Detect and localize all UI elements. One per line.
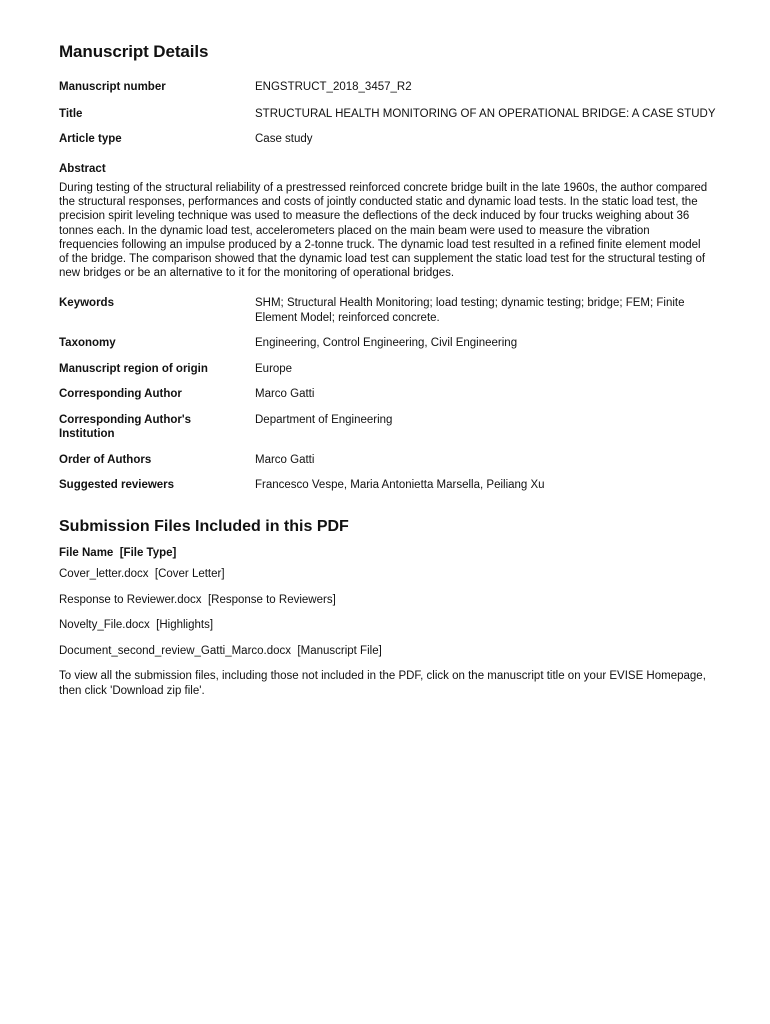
keywords-label: Keywords [59,297,114,310]
file-item: Cover_letter.docx [Cover Letter] [59,568,225,581]
file-item: Novelty_File.docx [Highlights] [59,619,214,632]
article-type-value: Case study [255,133,313,145]
document-page [59,40,719,698]
institution-label: Corresponding Author's Institution [59,413,191,441]
region-label: Manuscript region of origin [59,362,208,375]
manuscript-details-heading: Manuscript Details [59,42,209,61]
taxonomy-row [59,336,719,351]
suggested-reviewers-row [59,478,719,493]
manuscript-number-label: Manuscript number [59,81,166,93]
file-item: Response to Reviewer.docx [Response to Reviewers] [59,593,336,606]
keywords-row [59,296,719,325]
region-row [59,362,719,377]
manuscript-number-value: ENGSTRUCT_2018_3457_R2 [255,81,412,93]
taxonomy-label: Taxonomy [59,337,116,350]
institution-value: Department of Engineering [255,413,393,426]
corresponding-author-label: Corresponding Author [59,388,182,401]
taxonomy-value: Engineering, Control Engineering, Civil Engineering [255,337,518,350]
keywords-value: SHM; Structural Health Monitoring; load testing; dynamic testing; bridge; FEM; Finite Element Model; reinforced concrete. [255,297,685,324]
title-label: Title [59,107,83,120]
corresponding-author-row [59,387,719,402]
region-value: Europe [255,362,293,375]
article-type-row [59,132,719,147]
download-note: To view all the submission files, including those not included in the PDF, click on the manuscript title on your EVISE Homepage, then click 'Download zip file'. [59,670,706,697]
title-row [59,107,719,122]
suggested-reviewers-value: Francesco Vespe, Maria Antonietta Marsella, Peiliang Xu [255,479,545,492]
abstract-label: Abstract [59,162,106,175]
title-value: STRUCTURAL HEALTH MONITORING OF AN OPERATIONAL BRIDGE: A CASE STUDY [255,107,716,120]
order-of-authors-row [59,453,719,468]
order-of-authors-value: Marco Gatti [255,453,315,466]
institution-row [59,413,719,442]
manuscript-number-row [59,80,719,95]
abstract-text: During testing of the structural reliability of a prestressed reinforced concrete bridge built in the late 1960s, the author compared the structural responses, performances and costs of jointly conducted static and dynamic load tests. In the static load test, the precision spirit leveling technique was used to measure the deflections of the deck induced by four trucks weighing about 36 tonnes each. In the dynamic load test, accelerometers placed on the main beam were used to measure the vibration frequencies following an impulse produced by a 2-tonne truck. The dynamic load test resulted in a refined finite element model of the bridge. The comparison showed that the dynamic load test can supplement the static load test for the structural testing of new bridges or be an alternative to it for the monitoring of operational bridges. [59,182,708,280]
article-type-label: Article type [59,133,122,145]
suggested-reviewers-label: Suggested reviewers [59,479,175,492]
submission-files-heading: Submission Files Included in this PDF [59,517,349,535]
corresponding-author-value: Marco Gatti [255,388,315,401]
file-item: Document_second_review_Gatti_Marco.docx [Manuscript File] [59,644,382,657]
order-of-authors-label: Order of Authors [59,453,152,466]
file-list-header: File Name [File Type] [59,546,177,559]
